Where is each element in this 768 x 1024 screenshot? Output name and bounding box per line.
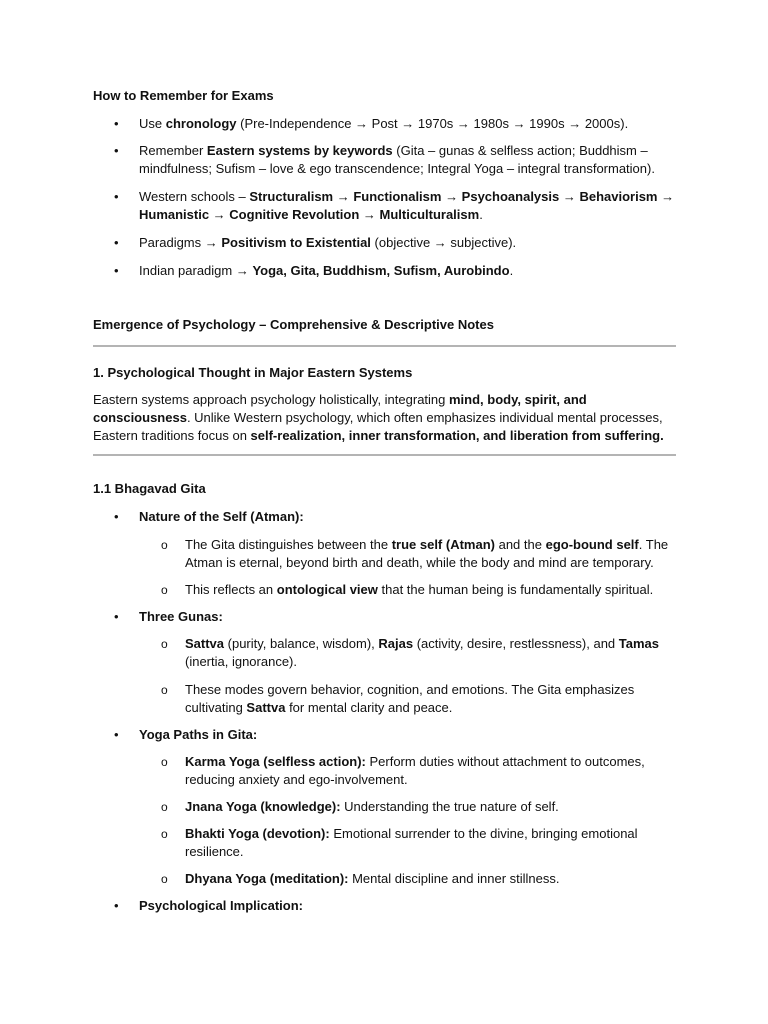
- sub-bullet-icon: o: [161, 637, 168, 651]
- list-item: • Yoga Paths in Gita: o Karma Yoga (selfless action): Perform duties without attachment to outcomes, reducing anxiety and ego-involvement. o Jnana Yoga (knowledge): Understanding the true nature of self. o Bhakti Yoga (devotion): Emotional surrender to the divine, bringing emotional resilience. o Dhyana Yoga (meditation): Mental discipline and inner stillness.: [93, 726, 676, 888]
- list-item: • Use chronology (Pre-Independence → Post → 1970s → 1980s → 1990s → 2000s).: [114, 116, 629, 131]
- sub-list-item: o Bhakti Yoga (devotion): Emotional surrender to the divine, bringing emotional resilience.: [161, 826, 638, 859]
- sub-list: [139, 536, 676, 599]
- gita-list: [93, 508, 676, 915]
- bullet-icon: •: [114, 189, 119, 204]
- bullet-icon: •: [114, 898, 119, 913]
- bullet-icon: •: [114, 727, 119, 742]
- bullet-icon: •: [114, 116, 119, 131]
- horizontal-rule: [93, 345, 676, 347]
- list-item: • Paradigms → Positivism to Existential (objective → subjective).: [114, 235, 517, 250]
- sub-list: [139, 635, 676, 717]
- list-item: • Three Gunas: o Sattva (purity, balance, wisdom), Rajas (activity, desire, restlessness), and Tamas (inertia, ignorance). o These modes govern behavior, cognition, and emotions. The Gita emphasizes cultivating Sattva for mental clarity and peace.: [93, 608, 676, 717]
- sub-bullet-icon: o: [161, 827, 168, 841]
- sub-list-item: o Jnana Yoga (knowledge): Understanding the true nature of self.: [161, 799, 559, 814]
- sub-list-item: o These modes govern behavior, cognition, and emotions. The Gita emphasizes cultivating Sattva for mental clarity and peace.: [161, 682, 635, 715]
- section1-paragraph: Eastern systems approach psychology holistically, integrating mind, body, spirit, and consciousness. Unlike Western psychology, which often emphasizes individual mental processes, Eastern traditions focus on self-realization, inner transformation, and liberation from suffering.: [93, 392, 664, 443]
- exams-list: [93, 115, 676, 280]
- bullet-icon: •: [114, 235, 119, 250]
- horizontal-rule: [93, 454, 676, 456]
- list-item: • Nature of the Self (Atman): o The Gita distinguishes between the true self (Atman) and the ego-bound self. The Atman is eternal, beyond birth and death, while the body and mind are temporary. o This reflects an ontological view that the human being is fundamentally spiritual.: [93, 508, 676, 599]
- sub-bullet-icon: o: [161, 755, 168, 769]
- sub-list-item: o This reflects an ontological view that the human being is fundamentally spiritual.: [161, 582, 654, 597]
- sub-list-item: o Sattva (purity, balance, wisdom), Rajas (activity, desire, restlessness), and Tamas (inertia, ignorance).: [161, 636, 660, 669]
- sub-list-item: o Dhyana Yoga (meditation): Mental discipline and inner stillness.: [161, 871, 560, 886]
- bullet-icon: •: [114, 143, 119, 158]
- bullet-icon: •: [114, 609, 119, 624]
- list-item: • Psychological Implication:: [114, 898, 303, 913]
- exams-heading: How to Remember for Exams: [93, 88, 274, 103]
- list-item: • Western schools – Structuralism → Functionalism → Psychoanalysis → Behaviorism → Humanistic → Cognitive Revolution → Multiculturalism.: [114, 189, 675, 222]
- sub-list-item: o Karma Yoga (selfless action): Perform duties without attachment to outcomes, reducing anxiety and ego-involvement.: [161, 754, 645, 787]
- list-item: • Indian paradigm → Yoga, Gita, Buddhism, Sufism, Aurobindo.: [114, 263, 514, 278]
- list-item: • Remember Eastern systems by keywords (Gita – gunas & selfless action; Buddhism – mindfulness; Sufism – love & ego transcendence; Integral Yoga – integral transformation).: [114, 143, 655, 176]
- section1-heading: 1. Psychological Thought in Major Eastern Systems: [93, 365, 413, 380]
- sub-bullet-icon: o: [161, 583, 168, 597]
- emergence-heading: Emergence of Psychology – Comprehensive & Descriptive Notes: [93, 317, 494, 332]
- bullet-icon: •: [114, 263, 119, 278]
- sub-bullet-icon: o: [161, 800, 168, 814]
- bullet-icon: •: [114, 509, 119, 524]
- sub-bullet-icon: o: [161, 872, 168, 886]
- sub-list-item: o The Gita distinguishes between the true self (Atman) and the ego-bound self. The Atman is eternal, beyond birth and death, while the body and mind are temporary.: [161, 537, 669, 570]
- sub-bullet-icon: o: [161, 538, 168, 552]
- sub-list: [139, 753, 676, 888]
- sub-bullet-icon: o: [161, 683, 168, 697]
- gita-heading: 1.1 Bhagavad Gita: [93, 481, 206, 496]
